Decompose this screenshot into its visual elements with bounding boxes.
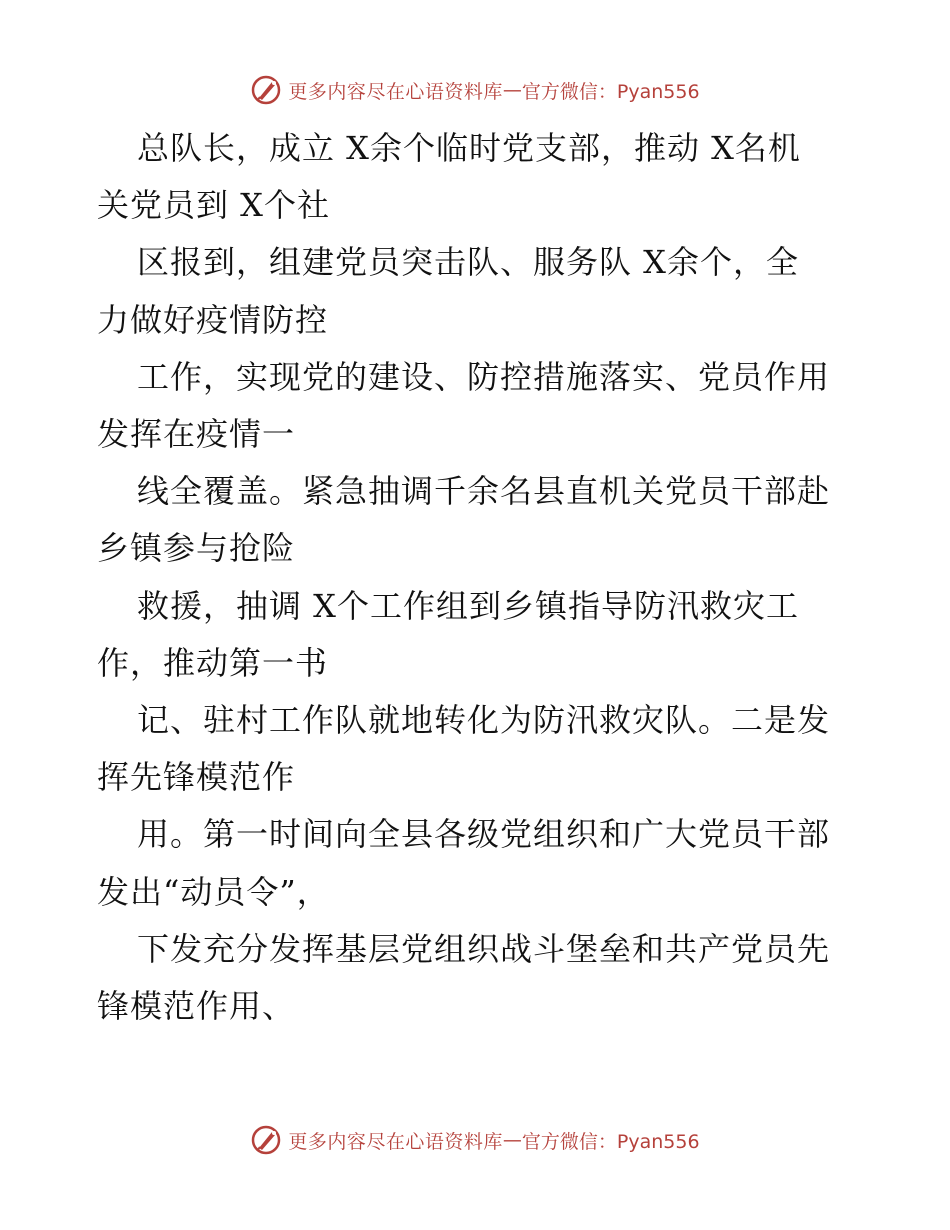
banner-separator: — <box>502 1129 522 1151</box>
banner-title: 更多内容尽在心语资料库 <box>288 80 503 103</box>
body-line: 力做好疫情防控 <box>97 300 329 339</box>
body-line: 救援，抽调 X个工作组到乡镇指导防汛救灾工 <box>137 586 799 625</box>
body-line: 挥先锋模范作 <box>97 758 296 797</box>
body-line: 作，推动第一书 <box>97 643 329 682</box>
footer-banner <box>0 1120 950 1160</box>
body-line: 下发充分发挥基层党组织战斗堡垒和共产党员先 <box>137 929 831 968</box>
banner-separator: — <box>502 79 522 101</box>
body-line: 总队长，成立 X余个临时党支部，推动 X名机 <box>137 129 801 167</box>
body-line: 乡镇参与抢险 <box>97 529 296 568</box>
body-line: 锋模范作用、 <box>97 987 296 1026</box>
quill-pen-logo-icon <box>250 1124 282 1156</box>
body-line: 线全覆盖。紧急抽调千余名县直机关党员干部赴 <box>137 472 831 511</box>
body-line: 工作，实现党的建设、防控措施落实、党员作用 <box>137 357 831 396</box>
body-line: 用。第一时间向全县各级党组织和广大党员干部 <box>137 815 831 854</box>
body-line: 区报到，组建党员突击队、服务队 X余个，全 <box>137 243 799 282</box>
quill-pen-logo-icon <box>250 74 282 106</box>
body-line: 发挥在疫情一 <box>97 415 296 454</box>
body-line: 发出“动员令”， <box>97 872 330 911</box>
banner-wechat: 官方微信：Pyan556 <box>521 80 700 103</box>
banner-wechat: 官方微信：Pyan556 <box>521 1130 700 1153</box>
document-body <box>97 120 867 1035</box>
body-line: 记、驻村工作队就地转化为防汛救灾队。二是发 <box>137 701 831 740</box>
banner-title: 更多内容尽在心语资料库 <box>288 1130 503 1153</box>
body-line: 关党员到 X个社 <box>97 186 330 225</box>
header-banner <box>0 70 950 110</box>
